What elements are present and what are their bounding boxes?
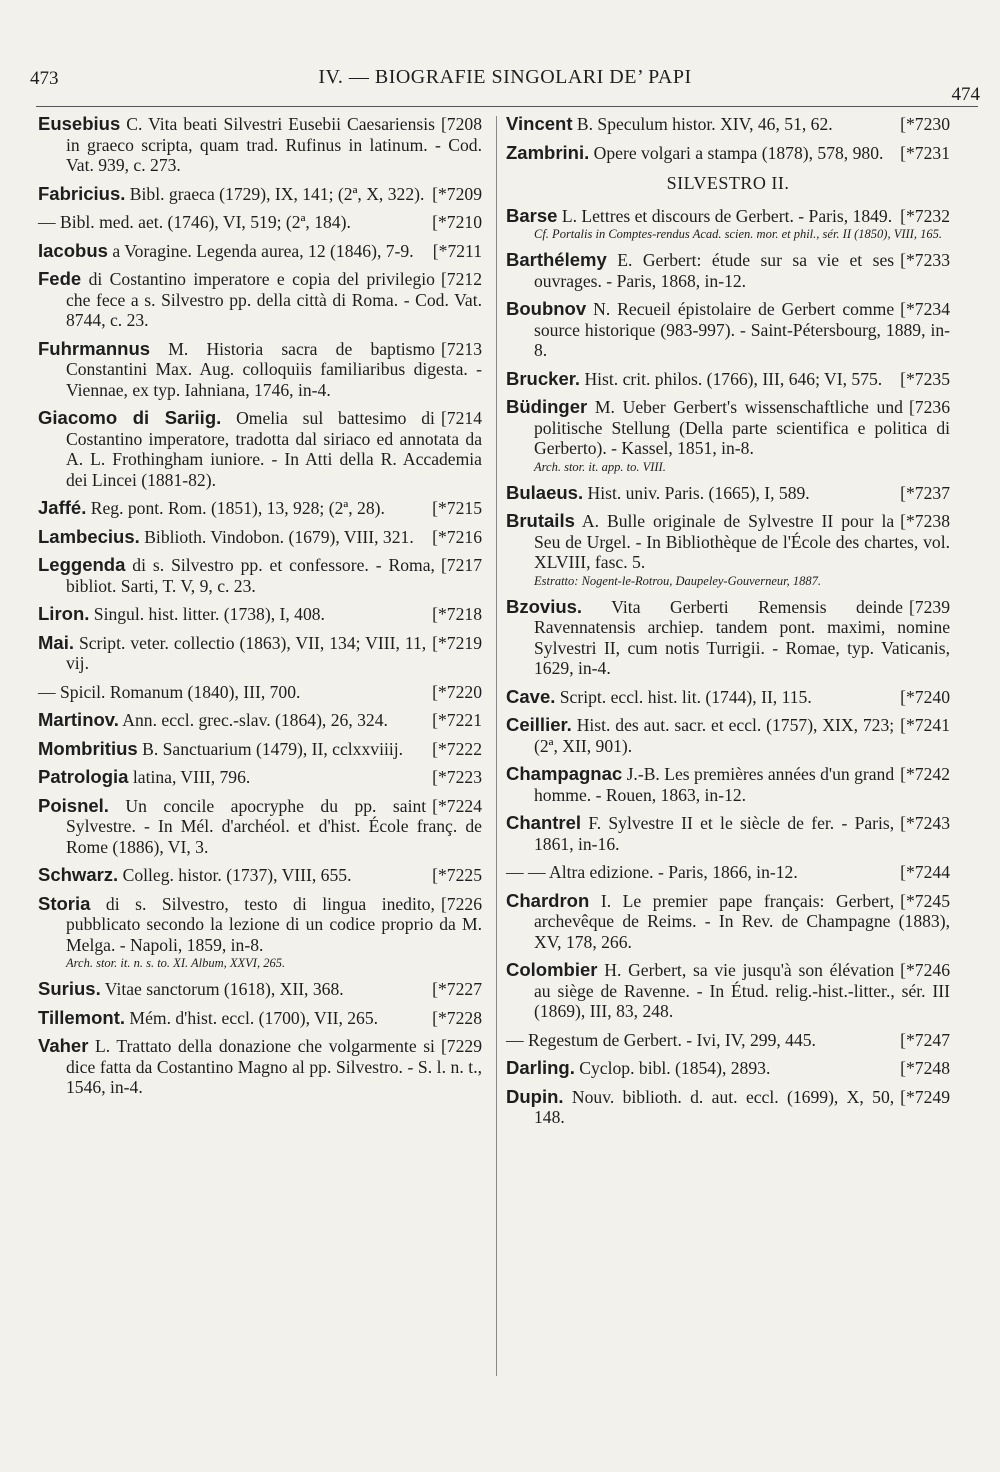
bibliography-entry xyxy=(38,527,482,548)
bibliography-entry xyxy=(38,633,482,674)
entry-number: [7212 xyxy=(440,269,482,289)
entry-number: [7239 xyxy=(908,596,950,617)
bibliography-entry xyxy=(506,1087,950,1128)
entry-heading: Jaffé. xyxy=(38,497,87,518)
entry-text: F. Sylvestre II et le siècle de fer. - Paris, 1861, in-16. xyxy=(534,813,895,854)
entry-number: [*7228 xyxy=(432,1007,482,1028)
entry-text: Script. veter. collectio (1863), VII, 134; VIII, 11, vij. xyxy=(66,632,427,673)
entry-heading: Champagnac xyxy=(506,763,623,784)
entry-text: Singul. hist. litter. (1738), I, 408. xyxy=(89,604,325,624)
bibliography-entry xyxy=(506,597,950,679)
bibliography-entry xyxy=(506,299,950,361)
bibliography-entry xyxy=(506,1058,950,1079)
entry-text: di Costantino imperatore e copia del privilegio che fece a s. Silvestro pp. della città di Roma. - Cod. Vat. 8744, c. 23. xyxy=(66,269,482,330)
header-rule xyxy=(36,106,978,107)
entry-heading: Lambecius. xyxy=(38,525,140,547)
bibliography-entry xyxy=(506,891,950,953)
bibliography-entry xyxy=(506,206,950,243)
entry-text: A. Bulle originale de Sylvestre II pour la Seu de Urgel. - In Bibliothèque de l'École des chartes, vol. XLVIII, fasc. 5. xyxy=(534,511,950,572)
entry-heading: Mombritius xyxy=(38,737,138,759)
entry-text: Colleg. histor. (1737), VIII, 655. xyxy=(118,865,352,885)
entry-number: [*7223 xyxy=(432,767,482,787)
entry-text: di s. Silvestro, testo di lingua inedito, pubblicato secondo la lezione di un codice proprio da M. Melga. - Napoli, 1859, in-8. xyxy=(66,893,482,955)
entry-text: J.-B. Les premières années d'un grand homme. - Rouen, 1863, in-12. xyxy=(534,764,895,805)
left-column xyxy=(38,114,482,1106)
entry-heading: Chantrel xyxy=(506,812,582,833)
right-column-entries xyxy=(506,206,950,1128)
bibliography-entry xyxy=(38,739,482,760)
bibliography-entry xyxy=(38,1008,482,1029)
bibliography-entry xyxy=(38,865,482,886)
entry-text: I. Le premier pape français: Gerbert, archevêque de Reims. - In Rev. de Champagne (1883), XV, 178, 266. xyxy=(534,890,950,952)
entry-text: — Spicil. Romanum (1840), III, 700. xyxy=(38,681,301,702)
running-title: IV. — BIOGRAFIE SINGOLARI DE’ PAPI xyxy=(318,66,692,88)
entry-heading: Storia xyxy=(38,892,91,914)
bibliography-entry xyxy=(38,241,482,262)
entry-text: — Regestum de Gerbert. - Ivi, IV, 299, 445. xyxy=(506,1029,816,1050)
entry-number: [*7225 xyxy=(432,865,482,885)
entry-text: Hist. univ. Paris. (1665), I, 589. xyxy=(583,482,810,503)
entry-text: Omelia sul battesimo di Costantino imperatore, tradotta dal siriaco ed annotata da A. L. Frothingham iuniore. - In Atti della R. Accademia dei Lincei (1881-82). xyxy=(66,408,482,490)
entry-text: di s. Silvestro pp. et confessore. - Roma, bibliot. Sarti, T. V, 9, c. 23. xyxy=(66,555,435,596)
entry-number: [*7222 xyxy=(432,738,482,759)
bibliography-entry xyxy=(506,960,950,1022)
entry-text: Biblioth. Vindobon. (1679), VIII, 321. xyxy=(139,526,414,547)
entry-text: Vitae sanctorum (1618), XII, 368. xyxy=(100,979,344,999)
entry-number: [*7211 xyxy=(432,240,482,261)
entry-number: [*7235 xyxy=(900,368,950,389)
entry-number: [7226 xyxy=(440,893,482,914)
entry-text: Hist. crit. philos. (1766), III, 646; VI, 575. xyxy=(580,368,883,389)
entry-number: [7208 xyxy=(440,114,482,134)
entry-number: [*7241 xyxy=(900,715,950,735)
entry-text: Reg. pont. Rom. (1851), 13, 928; (2ª, 28). xyxy=(86,498,385,518)
entry-text: Hist. des aut. sacr. et eccl. (1757), XIX, 723; (2ª, XII, 901). xyxy=(534,715,895,756)
entry-text: Cyclop. bibl. (1854), 2893. xyxy=(574,1058,771,1078)
entry-number: [7236 xyxy=(908,397,950,417)
entry-text: — — Altra edizione. - Paris, 1866, in-12. xyxy=(506,862,798,882)
entry-heading: Vincent xyxy=(506,113,573,134)
entry-text: — Bibl. med. aet. (1746), VI, 519; (2ª, 184). xyxy=(38,212,351,232)
entry-heading: Barse xyxy=(506,204,558,226)
entry-heading: Zambrini. xyxy=(506,141,590,163)
entry-number: [*7224 xyxy=(432,795,482,816)
right-column xyxy=(506,114,950,1136)
bibliography-entry xyxy=(38,710,482,731)
bibliography-entry xyxy=(38,555,482,596)
entry-number: [*7240 xyxy=(900,686,950,707)
bibliography-entry xyxy=(506,715,950,756)
entry-text: Vita Gerberti Remensis deinde Ravennatensis archiep. tandem pont. maximi, nomine Sylvestri II, cum notis Turrigii. - Romae, typ. Vaticanis, 1629, in-4. xyxy=(534,596,950,678)
entry-heading: Fabricius. xyxy=(38,182,126,204)
entry-text: M. Ueber Gerbert's wissenschaftliche und politische Stellung (Della parte scientifica e politica di Gerberto). - Kassel, 1851, in-8. xyxy=(534,397,950,458)
entry-number: [*7244 xyxy=(900,862,950,882)
bibliography-entry xyxy=(506,369,950,390)
entry-heading: Surius. xyxy=(38,978,101,999)
running-header xyxy=(30,62,980,105)
entry-text: B. Sanctuarium (1479), II, cclxxviiij. xyxy=(137,738,404,759)
entry-number: [*7230 xyxy=(900,114,950,134)
bibliography-entry xyxy=(38,796,482,858)
entry-text: Mém. d'hist. eccl. (1700), VII, 265. xyxy=(125,1007,379,1028)
bibliography-entry xyxy=(506,397,950,475)
bibliography-entry xyxy=(506,114,950,135)
entry-heading: Fede xyxy=(38,268,82,289)
entry-number: [*7221 xyxy=(432,710,482,730)
entry-heading: Leggenda xyxy=(38,554,126,575)
entry-text: L. Trattato della donazione che volgarmente si dice fatta da Costantino Magno al pp. Silvestro. - S. l. n. t., 1546, in-4. xyxy=(66,1036,482,1097)
bibliography-entry xyxy=(38,1036,482,1098)
entry-text: Un concile apocryphe du pp. saint Sylvestre. - In Mél. d'archéol. et d'hist. École franç. de Rome (1886), VI, 3. xyxy=(66,795,482,857)
entry-heading: Patrologia xyxy=(38,766,129,787)
entry-number: [7213 xyxy=(440,338,482,359)
entry-number: [*7218 xyxy=(432,604,482,624)
entry-number: [*7234 xyxy=(900,299,950,319)
entry-number: [*7246 xyxy=(900,960,950,980)
entry-number: [*7238 xyxy=(900,511,950,531)
entry-text: a Voragine. Legenda aurea, 12 (1846), 7-9. xyxy=(107,240,414,261)
entry-heading: Iacobus xyxy=(38,239,108,261)
bibliography-entry xyxy=(38,498,482,519)
entry-number: [*7215 xyxy=(432,498,482,518)
bibliography-entry xyxy=(38,114,482,176)
bibliography-entry xyxy=(38,269,482,331)
entry-heading: Büdinger xyxy=(506,396,588,417)
entry-heading: Vaher xyxy=(38,1035,89,1056)
entry-number: [*7247 xyxy=(900,1029,950,1050)
entry-text: Opere volgari a stampa (1878), 578, 980. xyxy=(589,142,884,163)
entry-heading: Brutails xyxy=(506,510,575,531)
entry-number: [*7245 xyxy=(900,890,950,911)
entry-number: [7214 xyxy=(440,408,482,428)
entry-text: E. Gerbert: étude sur sa vie et ses ouvrages. - Paris, 1868, in-12. xyxy=(534,250,895,291)
bibliography-entry xyxy=(506,143,950,164)
entry-heading: Brucker. xyxy=(506,367,581,389)
column-divider xyxy=(496,116,497,1376)
entry-heading: Barthélemy xyxy=(506,249,607,270)
bibliography-entry xyxy=(38,408,482,490)
entry-text: latina, VIII, 796. xyxy=(128,767,251,787)
entry-heading: Boubnov xyxy=(506,298,587,319)
entry-text: L. Lettres et discours de Gerbert. - Paris, 1849. xyxy=(557,205,893,226)
bibliography-entry xyxy=(38,604,482,625)
bibliography-entry xyxy=(38,979,482,1000)
entry-heading: Dupin. xyxy=(506,1085,564,1107)
entry-heading: Poisnel. xyxy=(38,794,109,816)
entry-number: [7229 xyxy=(440,1036,482,1056)
entry-note: Arch. stor. it. n. s. to. XI. Album, XXVI, 265. xyxy=(66,956,286,970)
entry-number: [*7220 xyxy=(432,681,482,702)
entry-heading: Colombier xyxy=(506,959,598,980)
entry-heading: Bulaeus. xyxy=(506,481,584,503)
entry-heading: Giacomo di Sariig. xyxy=(38,407,222,428)
entry-heading: Eusebius xyxy=(38,113,121,134)
section-title: SILVESTRO II. xyxy=(666,173,790,193)
bibliography-entry xyxy=(38,184,482,205)
entry-heading: Chardron xyxy=(506,889,590,911)
entry-text: Script. eccl. hist. lit. (1744), II, 115. xyxy=(555,686,812,707)
entry-heading: Fuhrmannus xyxy=(38,337,151,359)
bibliography-entry xyxy=(506,1030,950,1051)
bibliography-entry xyxy=(506,862,950,883)
entry-number: [*7227 xyxy=(432,979,482,999)
entry-number: [*7249 xyxy=(900,1086,950,1107)
entry-number: [*7243 xyxy=(900,813,950,833)
entry-heading: Darling. xyxy=(506,1057,575,1078)
entry-note: Cf. Portalis in Comptes-rendus Acad. scien. mor. et phil., sér. II (1850), VIII, 165. xyxy=(534,227,942,241)
entry-heading: Mai. xyxy=(38,631,74,653)
page-number-left: 473 xyxy=(30,68,59,89)
entry-note: Estratto: Nogent-le-Rotrou, Daupeley-Gouverneur, 1887. xyxy=(534,573,821,588)
entry-heading: Ceillier. xyxy=(506,714,572,735)
entry-heading: Tillemont. xyxy=(38,1006,126,1028)
entry-number: [*7233 xyxy=(900,250,950,270)
page-number-right: 474 xyxy=(951,84,980,105)
entry-heading: Martinov. xyxy=(38,709,119,730)
entry-text: C. Vita beati Silvestri Eusebii Caesariensis in graeco scripta, quam trad. Rufinus in latinum. - Cod. Vat. 939, c. 273. xyxy=(66,114,482,175)
entry-heading: Liron. xyxy=(38,603,90,624)
entry-heading: Cave. xyxy=(506,685,556,707)
bibliography-entry xyxy=(506,250,950,291)
entry-note: Arch. stor. it. app. to. VIII. xyxy=(534,459,666,474)
entry-heading: Bzovius. xyxy=(506,595,583,617)
entry-number: [*7248 xyxy=(900,1058,950,1078)
bibliography-entry xyxy=(506,813,950,854)
bibliography-entry xyxy=(506,483,950,504)
entry-number: [*7242 xyxy=(900,764,950,784)
bibliography-entry xyxy=(38,767,482,788)
bibliography-entry xyxy=(38,894,482,972)
bibliography-entry xyxy=(506,511,950,589)
entry-number: [7217 xyxy=(440,555,482,575)
bibliography-entry xyxy=(38,212,482,233)
entry-number: [*7231 xyxy=(900,142,950,163)
entry-number: [*7232 xyxy=(900,205,950,226)
entry-number: [*7237 xyxy=(900,482,950,503)
entry-number: [*7209 xyxy=(432,183,482,204)
entry-text: M. Historia sacra de baptismo Constantini Max. Aug. colloquiis familiaribus digesta. - Viennae, ex typ. Iahniana, 1746, in-4. xyxy=(66,338,482,400)
bibliography-entry xyxy=(38,682,482,703)
entry-number: [*7216 xyxy=(432,526,482,547)
entry-text: B. Speculum histor. XIV, 46, 51, 62. xyxy=(572,114,833,134)
entry-text: Ann. eccl. grec.-slav. (1864), 26, 324. xyxy=(118,710,388,730)
entry-number: [*7210 xyxy=(432,212,482,232)
entry-text: Bibl. graeca (1729), IX, 141; (2ª, X, 322). xyxy=(125,183,425,204)
bibliography-entry xyxy=(506,687,950,708)
bibliography-entry xyxy=(506,764,950,805)
entry-heading: Schwarz. xyxy=(38,864,119,885)
bibliography-entry xyxy=(38,339,482,401)
right-column-top xyxy=(506,114,950,163)
entry-number: [*7219 xyxy=(432,632,482,653)
entry-text: H. Gerbert, sa vie jusqu'à son élévation au siège de Ravenne. - In Étud. relig.-hist.-litter., sér. III (1869), III, 83, 248. xyxy=(534,960,950,1021)
entry-text: N. Recueil épistolaire de Gerbert comme source historique (983-997). - Saint-Pétersbourg, 1889, in-8. xyxy=(534,299,950,360)
entry-text: Nouv. biblioth. d. aut. eccl. (1699), X, 50, 148. xyxy=(534,1086,895,1127)
